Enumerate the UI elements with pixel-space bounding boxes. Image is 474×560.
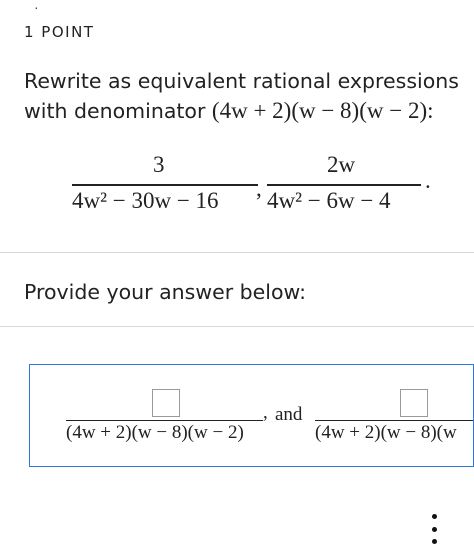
answer-prompt-label: Provide your answer below:	[24, 280, 307, 304]
numerator1-input[interactable]	[152, 389, 180, 417]
fraction1-bar	[72, 184, 258, 186]
fraction1-numerator: 3	[153, 152, 165, 177]
fraction-terminator: .	[425, 168, 431, 193]
answer-input-box[interactable]	[29, 364, 474, 467]
more-vertical-icon[interactable]	[429, 514, 439, 544]
fraction2-denominator: 4w² − 6w − 4	[267, 188, 391, 213]
question-prompt	[24, 66, 470, 126]
answer2-denominator: (4w + 2)(w − 8)(w	[315, 422, 457, 443]
points-label: 1 POINT	[24, 23, 95, 41]
prompt-text: Rewrite as equivalent rational expressions with denominator	[24, 69, 459, 123]
fraction2-bar	[267, 184, 421, 186]
answer-comma: ,	[263, 402, 268, 423]
fraction-separator: ,	[256, 176, 262, 201]
answer1-denominator: (4w + 2)(w − 8)(w − 2)	[66, 422, 244, 443]
menu-dot	[432, 527, 437, 532]
dot-mark: ·	[34, 0, 39, 15]
answer-connector: and	[275, 404, 303, 425]
prompt-denominator-math: (4w + 2)(w − 8)(w − 2):	[211, 98, 434, 123]
menu-dot	[432, 514, 437, 519]
menu-dot	[432, 539, 437, 544]
fraction2-numerator: 2w	[327, 152, 356, 177]
fraction1-denominator: 4w² − 30w − 16	[72, 188, 219, 213]
numerator2-input[interactable]	[400, 389, 428, 417]
